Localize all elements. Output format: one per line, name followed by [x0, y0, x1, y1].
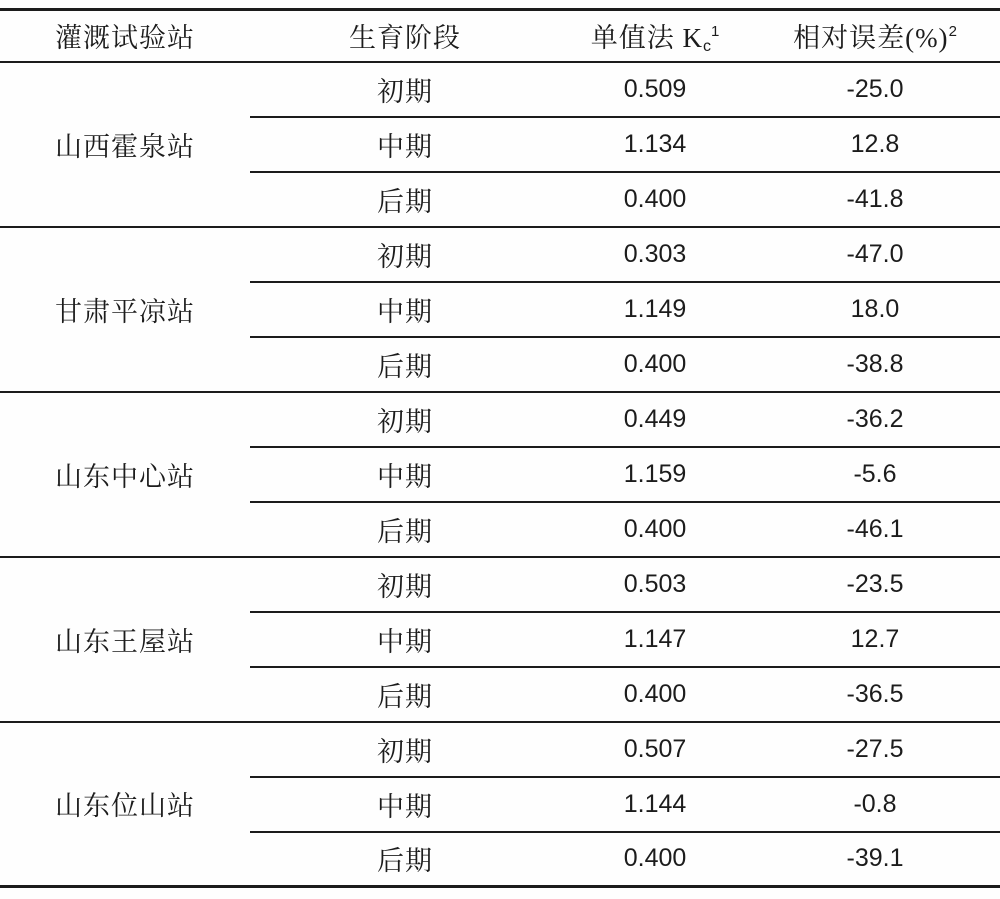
- kc-value-cell: 0.449: [560, 392, 750, 447]
- station-name-cell: 山东中心站: [55, 461, 195, 492]
- stage-cell: 中期: [250, 282, 560, 337]
- stage-cell: 初期: [250, 392, 560, 447]
- kc-value-cell: 0.303: [560, 227, 750, 282]
- station-group-shanxi-huoquan: [0, 62, 1000, 227]
- kc-value-cell: 0.503: [560, 557, 750, 612]
- kc-value-cell: 0.507: [560, 722, 750, 777]
- kc-value-cell: 0.400: [623, 349, 687, 378]
- stage-cell: 中期: [250, 447, 560, 502]
- error-value-cell: -39.1: [846, 844, 904, 873]
- header-stage: 生育阶段: [250, 10, 560, 62]
- station-group-shandong-wangwu: [0, 557, 1000, 722]
- station-group-shandong-zhongxin: [0, 392, 1000, 557]
- header-station: 灌溉试验站: [0, 10, 250, 62]
- stage-cell: 后期: [377, 186, 433, 217]
- error-value-cell: -36.2: [750, 392, 1000, 447]
- stage-cell: 初期: [250, 62, 560, 117]
- error-value-cell: -46.1: [846, 514, 904, 543]
- stage-cell: 后期: [377, 516, 433, 547]
- table-row: [0, 392, 1000, 447]
- header-kc-footnote-marker: 1: [710, 22, 720, 40]
- station-name-cell: 山东王屋站: [55, 626, 195, 657]
- error-value-cell: -27.5: [750, 722, 1000, 777]
- kc-value-cell: 0.400: [623, 184, 687, 213]
- error-value-cell: -47.0: [750, 227, 1000, 282]
- kc-value-cell: 0.400: [623, 679, 687, 708]
- kc-value-cell: 0.509: [560, 62, 750, 117]
- stage-cell: 后期: [377, 681, 433, 712]
- table-row: [0, 227, 1000, 282]
- table-row: [0, 62, 1000, 117]
- header-error-label: 相对误差(%): [793, 23, 949, 54]
- header-row: [0, 10, 1000, 62]
- error-value-cell: -38.8: [846, 349, 904, 378]
- header-error: [750, 10, 1000, 62]
- table-header: [0, 10, 1000, 62]
- kc-comparison-table: [0, 8, 1000, 888]
- station-name-cell: 山东位山站: [55, 791, 195, 822]
- station-group-gansu-pingliang: [0, 227, 1000, 392]
- station-name-cell: 甘肃平凉站: [55, 296, 195, 327]
- error-value-cell: -41.8: [846, 184, 904, 213]
- stage-cell: 中期: [250, 612, 560, 667]
- header-error-footnote-marker: 2: [948, 23, 957, 41]
- kc-value-cell: 0.400: [623, 514, 687, 543]
- error-value-cell: 12.7: [750, 612, 1000, 667]
- station-name-cell: 山西霍泉站: [55, 131, 195, 162]
- stage-cell: 中期: [250, 777, 560, 832]
- table-row: [0, 557, 1000, 612]
- header-kc-subscript: c: [702, 37, 711, 55]
- kc-value-cell: 1.149: [560, 282, 750, 337]
- stage-cell: 后期: [377, 351, 433, 382]
- error-value-cell: -5.6: [750, 447, 1000, 502]
- stage-cell: 后期: [377, 846, 433, 877]
- kc-value-cell: 0.400: [623, 844, 687, 873]
- error-value-cell: 18.0: [750, 282, 1000, 337]
- header-kc-label: 单值法 K: [590, 22, 703, 53]
- error-value-cell: 12.8: [750, 117, 1000, 172]
- error-value-cell: -23.5: [750, 557, 1000, 612]
- error-value-cell: -36.5: [846, 679, 904, 708]
- stage-cell: 初期: [250, 722, 560, 777]
- kc-value-cell: 1.144: [560, 777, 750, 832]
- error-value-cell: -25.0: [750, 62, 1000, 117]
- station-group-shandong-weishan: [0, 722, 1000, 887]
- stage-cell: 初期: [250, 227, 560, 282]
- stage-cell: 中期: [250, 117, 560, 172]
- kc-value-cell: 1.147: [560, 612, 750, 667]
- kc-value-cell: 1.159: [560, 447, 750, 502]
- stage-cell: 初期: [250, 557, 560, 612]
- header-kc: [560, 10, 750, 62]
- kc-value-cell: 1.134: [560, 117, 750, 172]
- error-value-cell: -0.8: [750, 777, 1000, 832]
- table-row: [0, 722, 1000, 777]
